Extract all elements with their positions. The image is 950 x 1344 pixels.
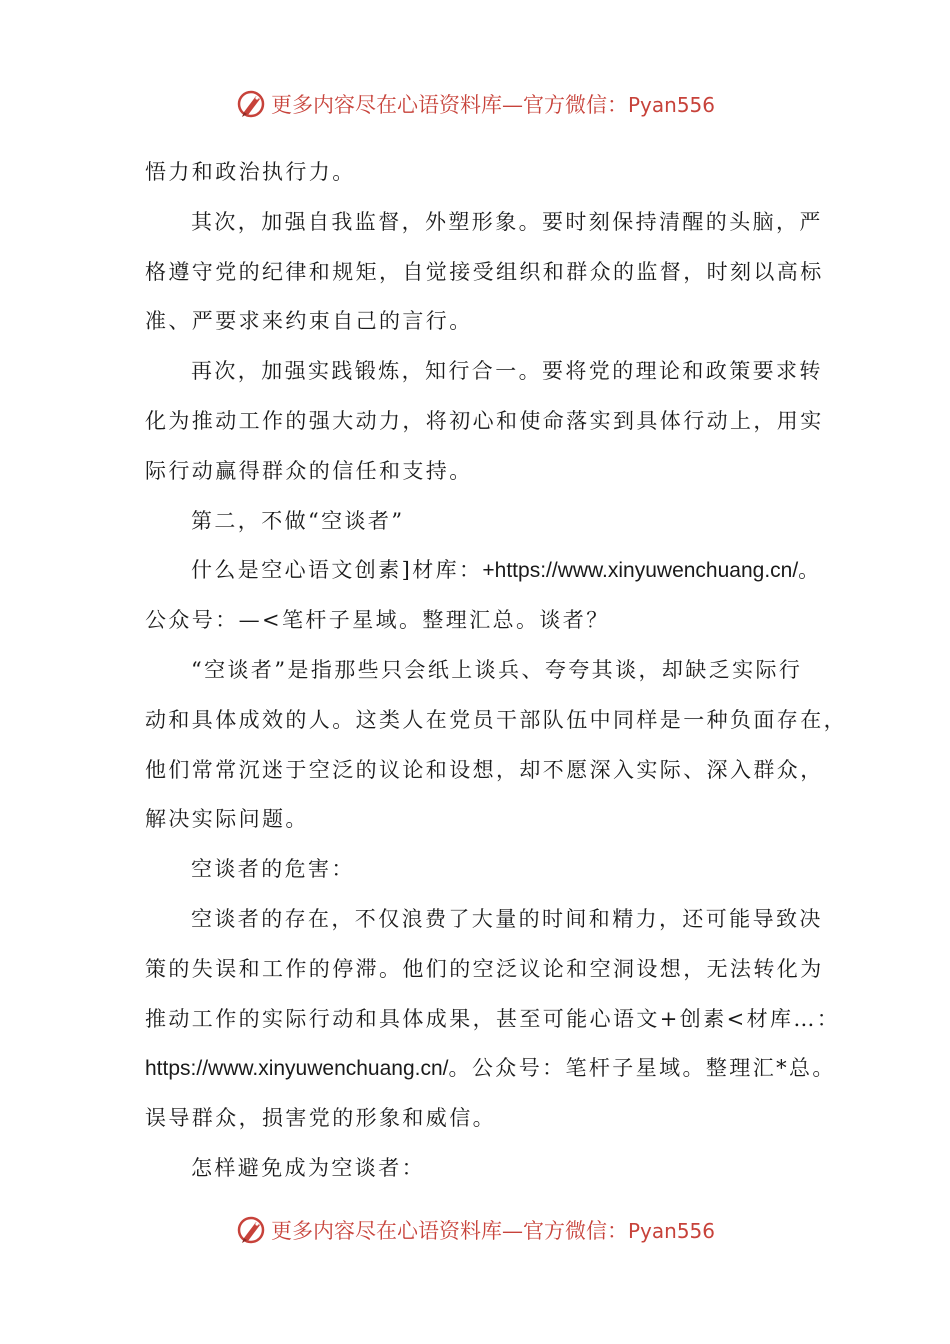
banner-text: 更多内容尽在心语资料库—官方微信：Pyan556 (270, 93, 715, 117)
footer-banner (0, 1210, 950, 1250)
paragraph-line: 推动工作的实际行动和具体成果，甚至可能心语文+创素<材库…： (145, 1006, 841, 1031)
subheading: 怎样避免成为空谈者： (191, 1155, 425, 1180)
paragraph-line: 动和具体成效的人。这类人在党员干部队伍中同样是一种负面存在， (145, 707, 847, 732)
header-banner (0, 84, 950, 124)
pen-nib-logo-icon (235, 88, 267, 120)
paragraph-line: 准、严要求来约束自己的言行。 (145, 309, 473, 334)
paragraph-line: 误导群众，损害党的形象和威信。 (145, 1106, 496, 1131)
paragraph-line: 公众号：—<笔杆子星域。整理汇总。谈者？ (145, 608, 610, 633)
paragraph-line-with-url: https://www.xinyuwenchuang.cn/。公众号：笔杆子星域。整理汇*总。 (145, 1056, 836, 1081)
section-heading: 第二，不做“空谈者” (191, 508, 405, 533)
subheading: 空谈者的危害： (191, 857, 355, 882)
paragraph-line: 格遵守党的纪律和规矩，自觉接受组织和群众的监督，时刻以高标 (145, 259, 824, 284)
pen-nib-logo-icon (235, 1214, 267, 1246)
paragraph-line: 解决实际问题。 (145, 807, 309, 832)
paragraph-line: 再次，加强实践锻炼，知行合一。要将党的理论和政策要求转 (191, 359, 823, 384)
paragraph-line-with-url: 什么是空心语文创素]材库：+https://www.xinyuwenchuang.cn/。 (191, 558, 822, 583)
banner-text: 更多内容尽在心语资料库—官方微信：Pyan556 (270, 1219, 715, 1243)
paragraph-line: 悟力和政治执行力。 (145, 160, 356, 184)
paragraph-line: 其次，加强自我监督，外塑形象。要时刻保持清醒的头脑，严 (191, 209, 823, 234)
paragraph-line: “空谈者”是指那些只会纸上谈兵、夸夸其谈，却缺乏实际行 (191, 657, 803, 682)
document-body (145, 148, 847, 1194)
paragraph-line: 际行动赢得群众的信任和支持。 (145, 458, 473, 483)
paragraph-line: 化为推动工作的强大动力，将初心和使命落实到具体行动上，用实 (145, 408, 824, 433)
paragraph-line: 他们常常沉迷于空泛的议论和设想，却不愿深入实际、深入群众， (145, 757, 824, 782)
paragraph-line: 策的失误和工作的停滞。他们的空泛议论和空洞设想，无法转化为 (145, 956, 824, 981)
paragraph-line: 空谈者的存在，不仅浪费了大量的时间和精力，还可能导致决 (191, 906, 823, 931)
